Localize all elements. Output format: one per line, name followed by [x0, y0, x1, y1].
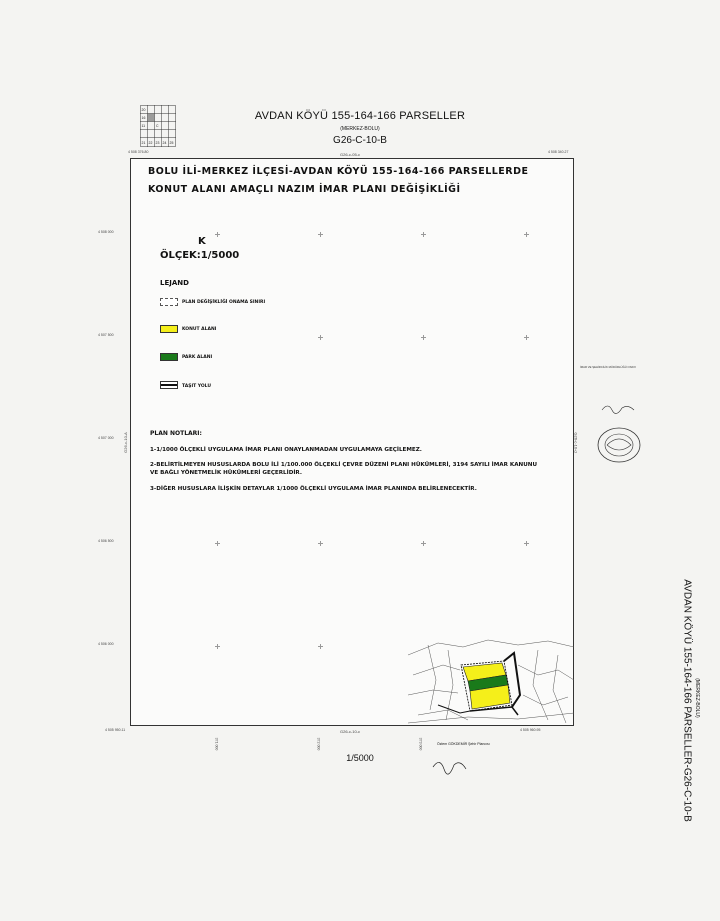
coord-top-right: 4 508 340.27 — [548, 150, 569, 154]
grid-cross — [524, 232, 529, 237]
plan-title-line-1: BOLU İLİ-MERKEZ İLÇESİ-AVDAN KÖYÜ 155-164-166 PARSELLERDE — [148, 166, 529, 177]
index-cell-label: 21 — [141, 141, 146, 145]
bottom-coord: 373 000 — [418, 737, 423, 751]
index-cell-label: 23 — [155, 141, 160, 145]
left-coord: 4 508 000 — [98, 230, 114, 234]
planner-signature — [430, 755, 470, 775]
legend-label: TAŞIT YOLU — [182, 384, 212, 389]
sheet-number: G26-C-10-B — [333, 135, 387, 146]
legend-label: PARK ALANI — [182, 355, 213, 360]
plan-note: 1-1/1000 ÖLÇEKLİ UYGULAMA İMAR PLANI ONAYLANMADAN UYGULAMAYA GEÇİLEMEZ. — [150, 447, 422, 453]
parcel-map-detail — [408, 635, 574, 725]
grid-cross — [524, 541, 529, 546]
coord-bottom-right: 4 505 960.95 — [520, 728, 541, 732]
left-coord: 4 506 500 — [98, 539, 114, 543]
index-cell-label: 25 — [169, 141, 174, 145]
official-seal-stamp — [595, 425, 643, 465]
road — [438, 705, 470, 713]
left-coord: 4 507 000 — [98, 436, 114, 440]
left-side-sheet: G26-c-10-A — [122, 432, 128, 453]
side-subtitle: (MERKEZ-BOLU) — [694, 678, 700, 718]
index-cell-label: 16 — [141, 116, 146, 120]
planner-name: Özlem GÖKDEMİR Şehir Plancısı — [437, 742, 490, 746]
grid-cross — [318, 541, 323, 546]
notes-title: PLAN NOTLARI: — [150, 430, 202, 437]
bottom-coord: 371 000 — [214, 737, 219, 751]
plan-title-line-2: KONUT ALANI AMAÇLI NAZIM İMAR PLANI DEĞİŞİKLİĞİ — [148, 184, 461, 195]
grid-cross — [421, 335, 426, 340]
grid-cross — [318, 232, 323, 237]
index-cell-label: 11 — [141, 124, 146, 128]
grid-cross — [421, 541, 426, 546]
coord-top-left: 4 508 376.80 — [128, 150, 149, 154]
footer-scale: 1/5000 — [346, 753, 374, 763]
grid-cross — [318, 644, 323, 649]
bottom-coord: 372 000 — [316, 737, 321, 751]
legend-title: LEJAND — [160, 279, 189, 287]
left-coord: 4 506 000 — [98, 642, 114, 646]
grid-cross — [215, 232, 220, 237]
grid-cross — [215, 541, 220, 546]
index-cell-label: C — [156, 124, 159, 128]
legend-label: PLAN DEĞİŞİKLİĞİ ONAMA SINIRI — [182, 300, 266, 305]
document-title: AVDAN KÖYÜ 155-164-166 PARSELLER — [254, 110, 466, 122]
index-cell-label: 22 — [148, 141, 153, 145]
plan-scale: ÖLÇEK:1/5000 — [160, 250, 240, 261]
north-arrow-label: K — [198, 236, 206, 247]
grid-cross — [318, 335, 323, 340]
legend-swatch-road — [160, 381, 178, 389]
grid-cross — [421, 232, 426, 237]
plan-note: 3-DİĞER HUSUSLARA İLİŞKİN DETAYLAR 1/1000 ÖLÇEKLİ UYGULAMA İMAR PLANINDA BELİRLENECEKTİR. — [150, 486, 477, 492]
right-side-sheet: G26-c-10-d — [573, 432, 579, 453]
top-sheet-label: G26-c-05-c — [340, 152, 361, 157]
grid-cross — [215, 644, 220, 649]
side-title: AVDAN KÖYÜ 155-164-166 PARSELLER-G26-C-10-B — [681, 579, 693, 822]
approval-note: İMAR VE ŞEHİRCİLİK MÜDÜRLÜĞÜ ONAYI — [580, 365, 637, 369]
coord-bottom-left: 4 505 950.11 — [105, 728, 126, 732]
index-cell-label: 24 — [162, 141, 167, 145]
document-subtitle: (MERKEZ-BOLU) — [340, 126, 380, 132]
legend-swatch-konut — [160, 325, 178, 333]
signature — [600, 400, 640, 415]
legend-label: KONUT ALANI — [182, 327, 217, 332]
grid-cross — [524, 335, 529, 340]
legend-swatch-boundary — [160, 298, 178, 306]
plan-note: 2-BELİRTİLMEYEN HUSUSLARDA BOLU İLİ 1/100.000 ÖLÇEKLİ ÇEVRE DÜZENİ PLANI HÜKÜMLERİ, 3194 SAYILI İMAR KANUNU VE BAĞLI YÖNETMELİK HÜKÜMLERİ GEÇERLİDİR. — [150, 462, 538, 476]
legend-swatch-park — [160, 353, 178, 361]
left-coord: 4 507 500 — [98, 333, 114, 337]
index-cell-label: 20 — [141, 108, 146, 112]
index-highlight-cell — [148, 114, 155, 122]
bottom-sheet-label: G26-c-10-c — [340, 729, 361, 734]
sheet-index-grid — [140, 105, 176, 147]
